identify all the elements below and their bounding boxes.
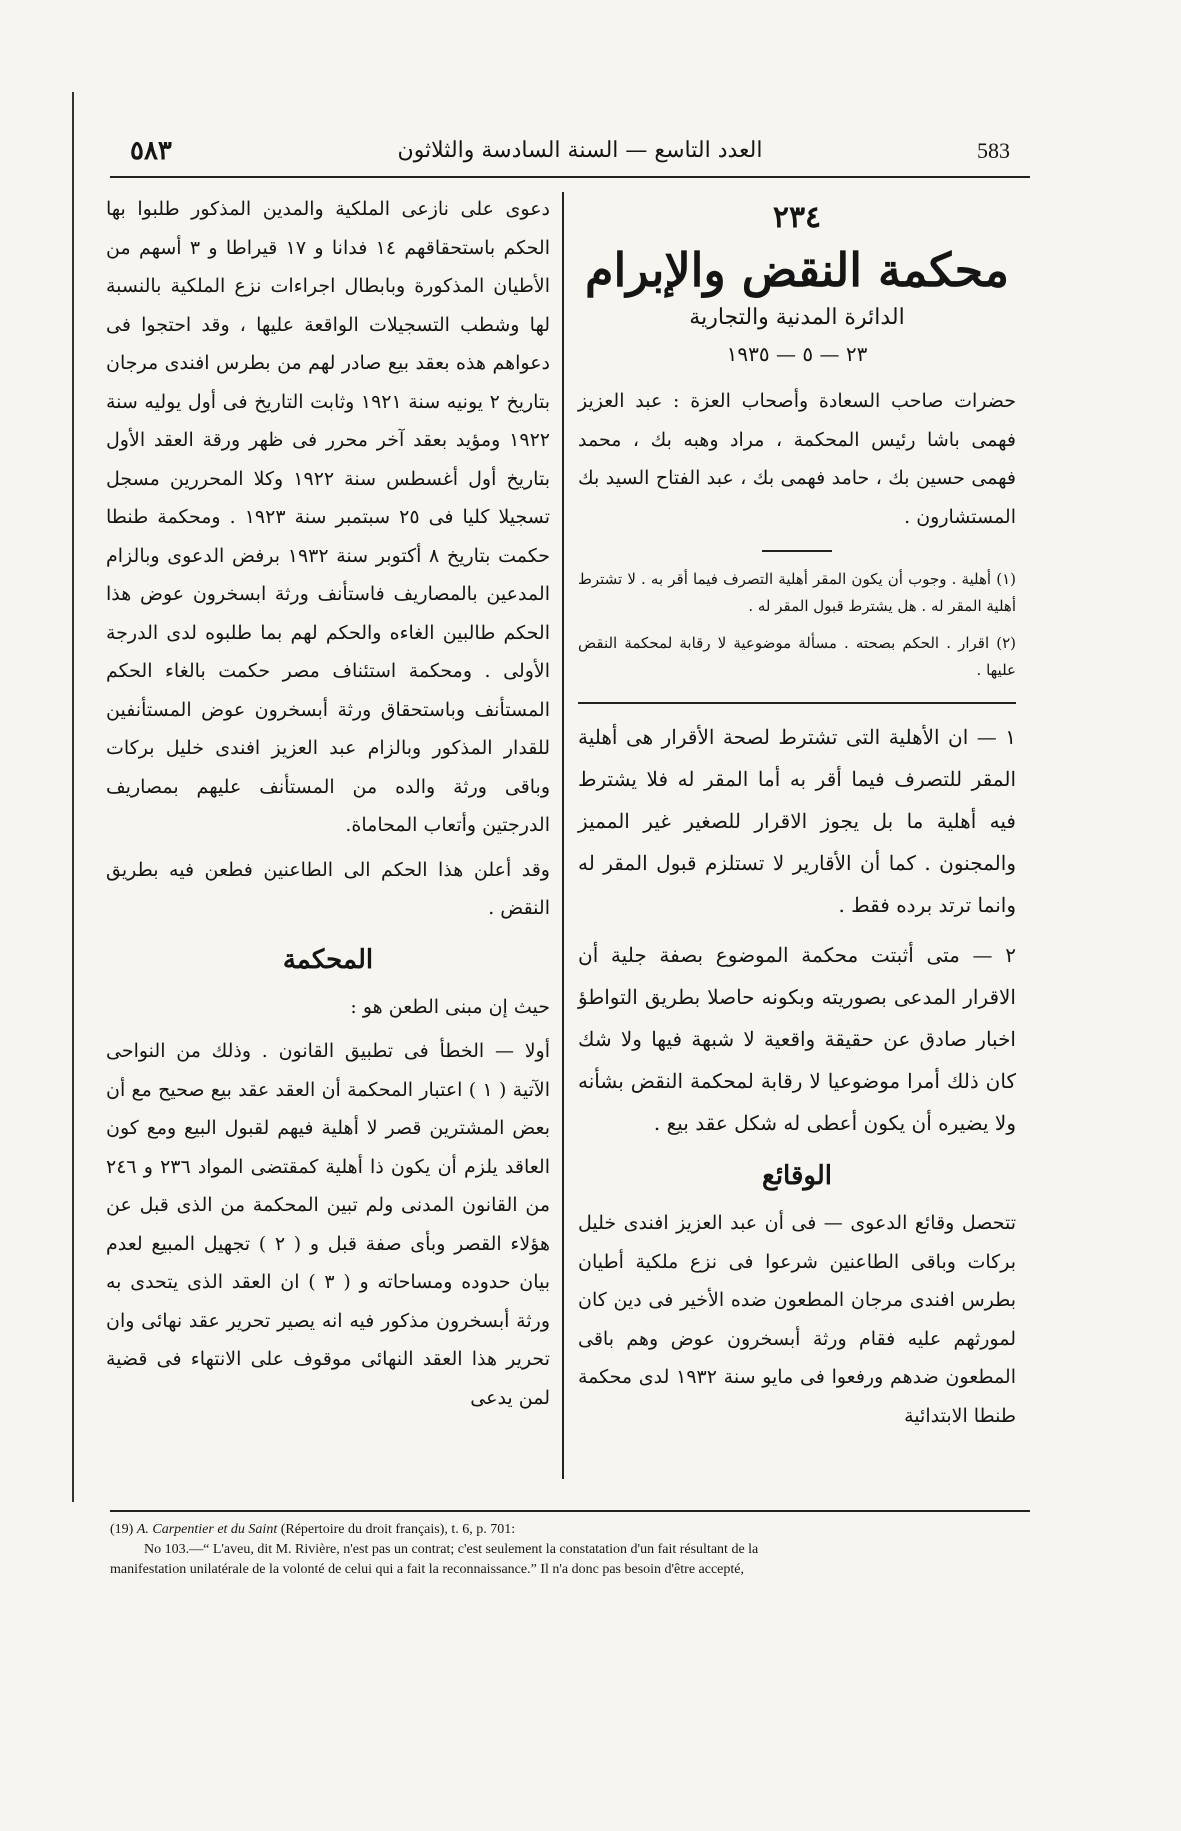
appeal-paragraph: وقد أعلن هذا الحكم الى الطاعنين فطعن فيه بطريق النقض . [106,858,550,919]
header-rule [110,176,1030,178]
grounds-intro: حيث إن مبنى الطعن هو : [350,995,550,1018]
page-number: 583 [977,138,1010,163]
principle-1: ١ — ان الأهلية التى تشترط لصحة الأقرار هى أهلية المقر للتصرف فيما أقر به أما المقر له فلا يشترط فيه أهلية ما بل يجوز الاقرار للصغير غير المميز والمجنون . كما أن الأقارير لا تستلزم قبول المقر له وانما ترتد برده فقط . [578,725,1016,917]
footnotes [110,1520,1030,1580]
bench-members: حضرات صاحب السعادة وأصحاب العزة : عبد العزيز فهمى باشا رئيس المحكمة ، مراد وهبه بك ، محمد فهمى حسين بك ، حامد فهمى بك ، عبد الفتاح السيد بك المستشارون . [578,390,1016,528]
footnote-line-2: No 103.—“ L'aveu, dit M. Rivière, n'est pas un contrat; c'est seulement la constatation d'un fait résultant de la [144,1542,759,1557]
court-section-title: المحكمة [282,944,374,975]
case-number: ٢٣٤ [772,200,822,235]
left-column [106,190,550,1423]
footnote-19: (19) A. Carpentier et du Saint (Répertoire du droit français), t. 6, p. 701: [110,1522,516,1537]
lawsuit-paragraph: دعوى على نازعى الملكية والمدين المذكور طلبوا بها الحكم باستحقاقهم ١٤ فدانا و ١٧ قيراطا و ٣ أسهم من الأطيان المذكورة وبابطال اجراءات نزع الملكية بالنسبة لها وشطب التسجيلات الواقعة عليها ، وقد احتجوا فى دعواهم هذه بعقد بيع صادر لهم من بطرس افندى مرجان بتاريخ ٢ يونيه سنة ١٩٢١ وثابت التاريخ فى أول يوليه سنة ١٩٢٢ ومؤيد بعقد آخر محرر فى ظهر ورقة العقد الأول بتاريخ أول أغسطس سنة ١٩٢٢ وكلا المحررين مسجل تسجيلا كليا فى ٢٥ سبتمبر سنة ١٩٢٣ . ومحكمة طنطا حكمت بتاريخ ٨ أكتوبر سنة ١٩٣٢ برفض الدعوى وبالزام المدعين بالمصاريف فاستأنف ورثة ابسخرون عوض هذا الحكم طالبين الغاءه والحكم لهم بما طلبوه لدى الدرجة الأولى . ومحكمة استئناف مصر حكمت بالغاء الحكم المستأنف وباستحقاق ورثة أبسخرون عوض المستأنفين للقدار المذكور وبالزام عبد العزيز افندى خليل بركات وباقى ورثة والده من المستأنف عليهم بمصاريف الدرجتين وأتعاب المحاماة. [106,198,551,836]
issue-title: العدد التاسع — السنة السادسة والثلاثون [397,138,763,163]
section-rule [578,702,1016,704]
circuit-name: الدائرة المدنية والتجارية [689,305,905,330]
session-date: ٢٣ — ٥ — ١٩٣٥ [726,342,868,366]
first-ground-paragraph: أولا — الخطأ فى تطبيق القانون . وذلك من النواحى الآتية ( ١ ) اعتبار المحكمة أن العقد عقد بيع صحيح مع أن بعض المشترين قصر لا أهلية فيهم لقبول البيع ومع كون العاقد يلزم أن يكون ذا أهلية كمقتضى المواد ٢٣٦ و ٢٤٦ من القانون المدنى ولم تبين المحكمة من الذى قبل عن هؤلاء القصر وبأى صفة قبل و ( ٢ ) تجهيل المبيع لعدم بيان حدوده ومساحاته و ( ٣ ) ان العقد الذى يتحدى به ورثة أبسخرون مذكور فيه انه يصير تحرير عقد نهائى وان تحرير هذا العقد النهائى موقوف على الانتهاء فى قضية لمن يدعى [106,1040,551,1409]
facts-paragraph: تتحصل وقائع الدعوى — فى أن عبد العزيز افندى خليل بركات وباقى الطاعنين شرعوا فى نزع ملكية أطيان بطرس افندى مرجان المطعون ضده الأخير فى دين كان لمورثهم عليه فقام ورثة أبسخرون عوض وهم باقى المطعون ضدهم ورفعوا فى مايو سنة ١٩٣٢ لدى محكمة طنطا الابتدائية [578,1212,1016,1427]
page-header [130,136,1010,170]
principle-2: ٢ — متى أثبتت محكمة الموضوع بصفة جلية أن الاقرار المدعى بصوريته وبكونه حاصلا بطريق التواطؤ اخبار صادق عن حقيقة واقعية لا شبهة فيها ولا شك كان ذلك أمرا موضوعيا لا رقابة لمحكمة النقض بشأنه ولا يضيره أن يكون أعطى له شكل عقد بيع . [578,943,1016,1135]
page-edge-line [72,92,74,1502]
footnote-line-3: manifestation unilatérale de la volonté de celui qui a fait la reconnaissance.” Il n'a donc pas besoin d'être accepté, [110,1562,744,1577]
footnote-rule [110,1510,1030,1512]
headnote-2: (٢) اقرار . الحكم بصحته . مسألة موضوعية لا رقابة لمحكمة النقض عليها . [578,634,1016,679]
column-divider [562,192,564,1479]
headnote-1: (١) أهلية . وجوب أن يكون المقر أهلية التصرف فيما أقر به . لا تشترط أهلية المقر له . هل يشترط قبول المقر له . [578,570,1016,615]
footnote-authors: A. Carpentier et du Saint [136,1522,278,1537]
short-rule [762,550,832,552]
facts-title: الوقائع [761,1161,832,1191]
right-column [578,190,1016,1441]
court-name: محكمة النقض والإبرام [585,243,1009,297]
page-number-arabic: ٥٨٣ [130,136,172,166]
